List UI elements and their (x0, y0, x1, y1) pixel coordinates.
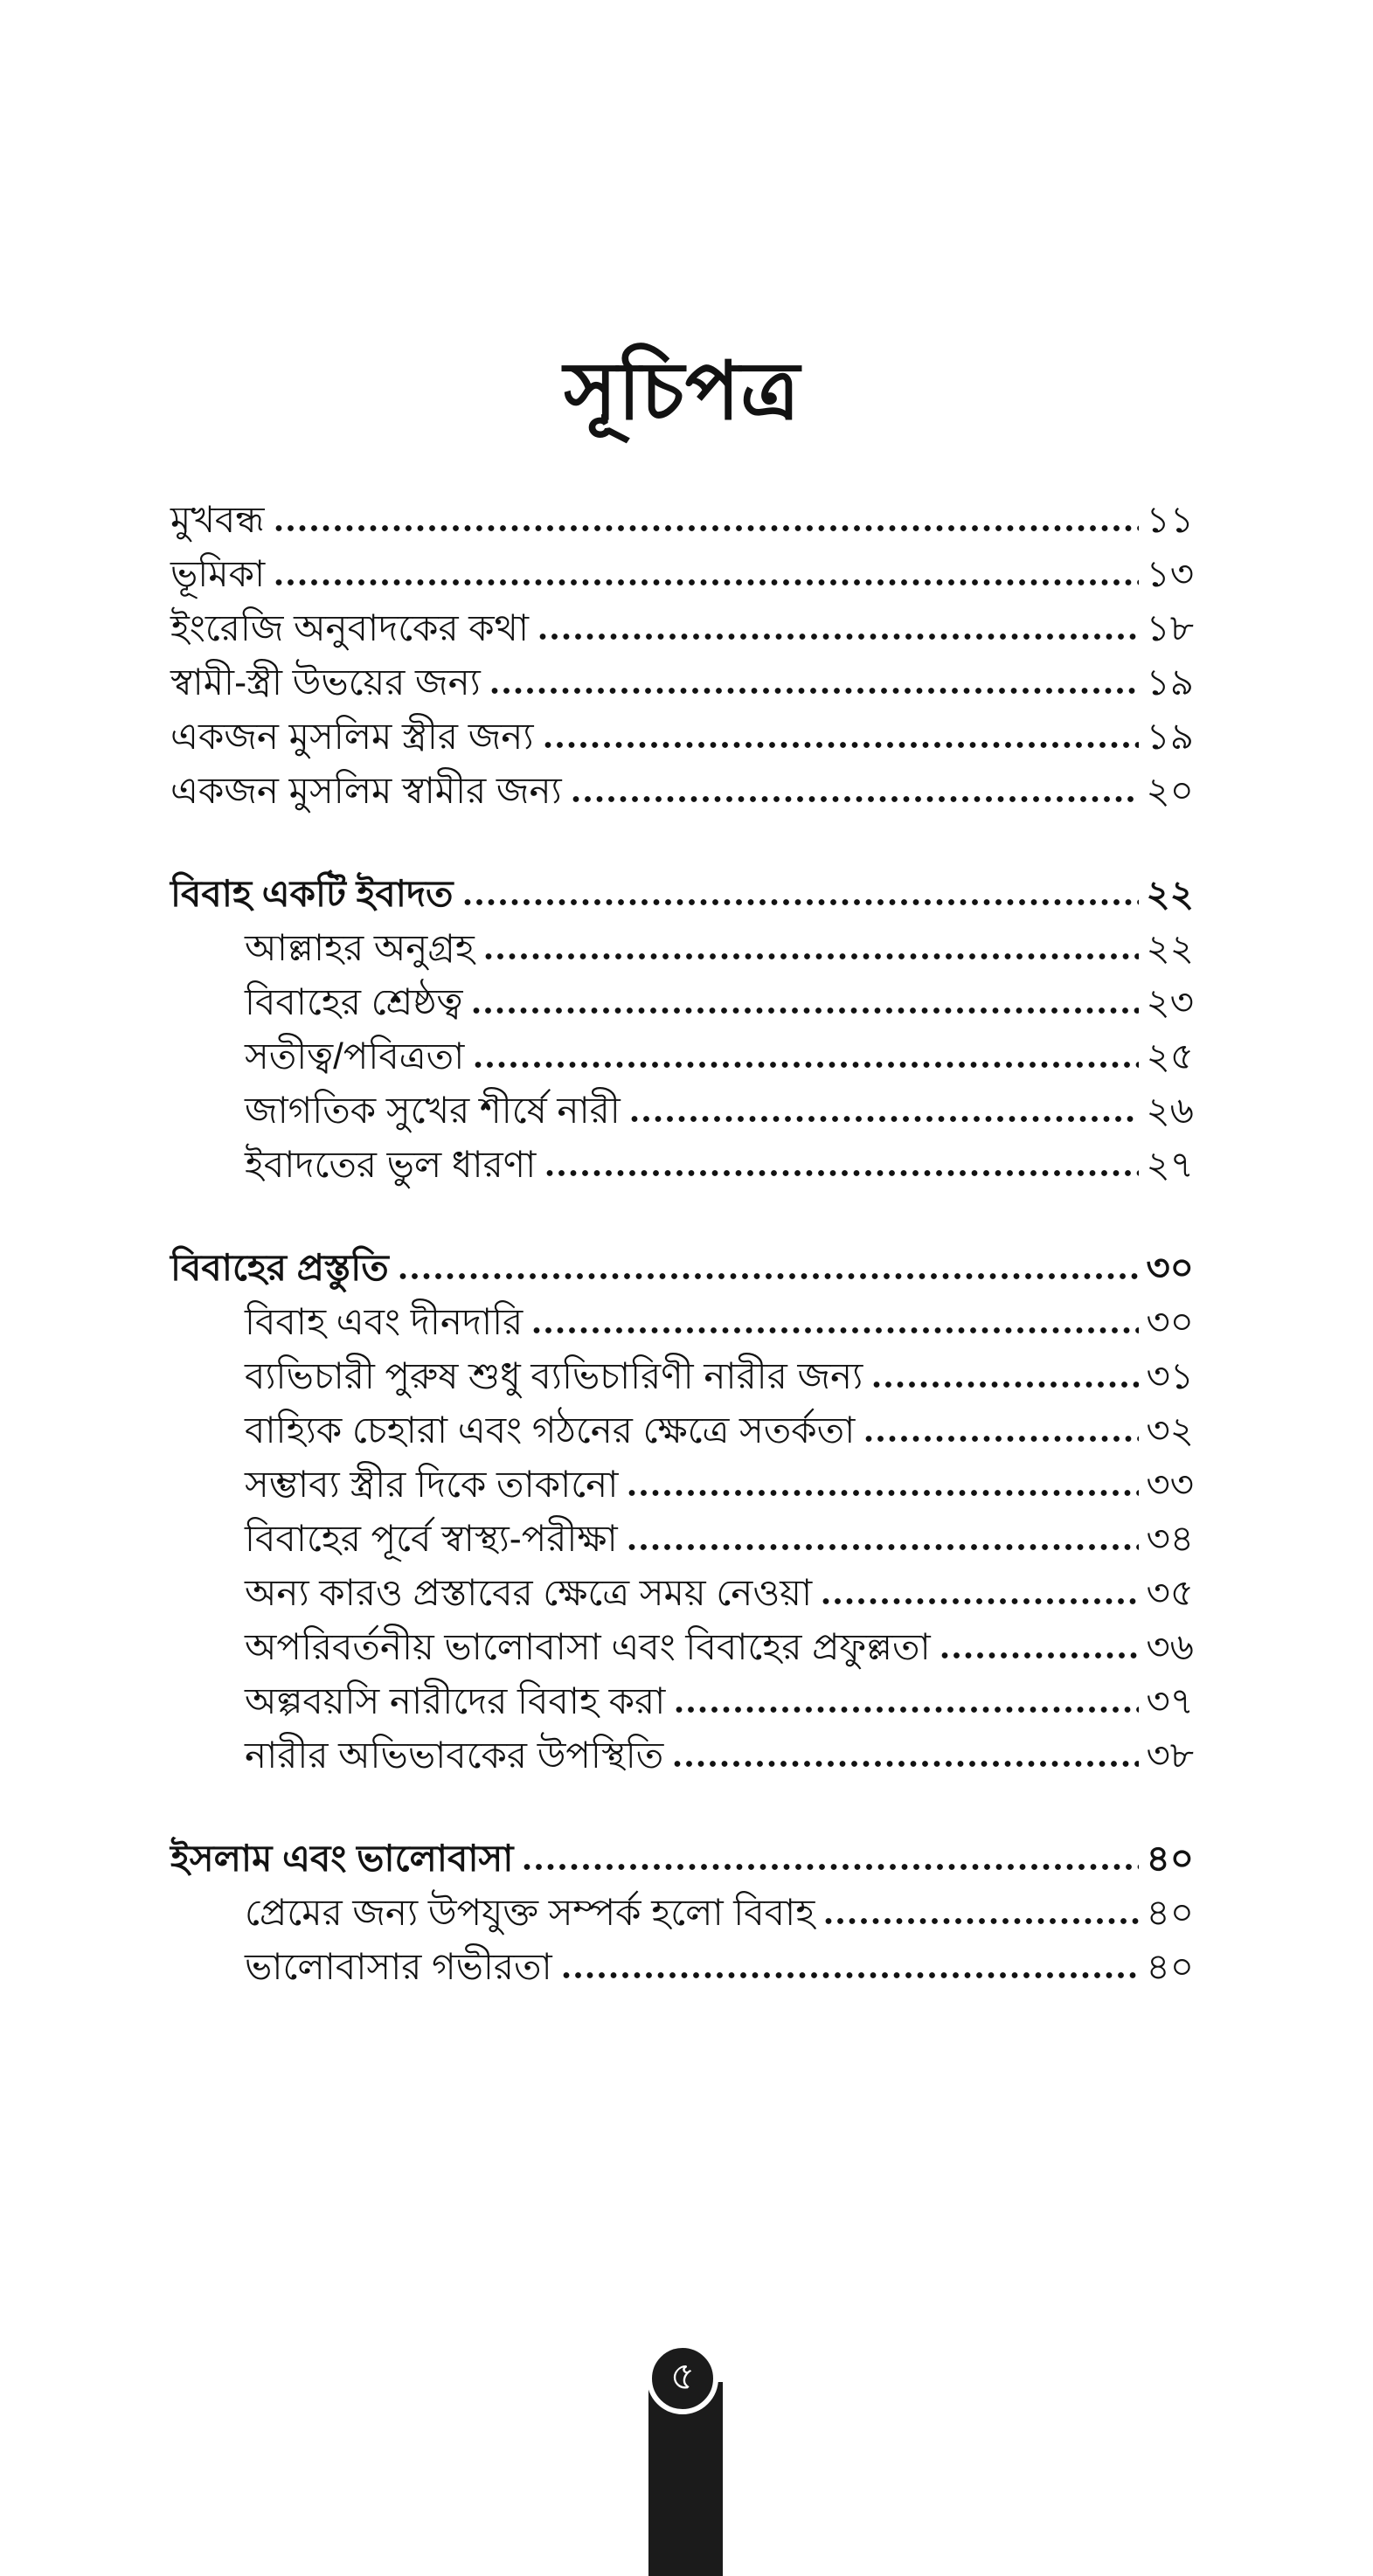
dotted-leader (473, 1007, 1139, 1014)
toc-entry-label: প্রেমের জন্য উপযুক্ত সম্পর্ক হলো বিবাহ (245, 1892, 815, 1933)
dotted-leader (539, 633, 1139, 641)
toc-entry-page-number: ১১ (1146, 499, 1194, 540)
dotted-leader (572, 795, 1140, 803)
toc-entry-label: ইংরেজি অনুবাদকের কথা (170, 607, 530, 648)
toc-entry (170, 601, 1194, 655)
toc-entry-page-number: ২৩ (1146, 981, 1194, 1022)
toc-entry-page-number: ৩৫ (1146, 1572, 1194, 1613)
toc-entry-page-number: ২৫ (1146, 1035, 1194, 1077)
toc-entry-label: সতীত্ব/পবিত্রতা (245, 1035, 465, 1077)
toc-entry-page-number: ৩৮ (1146, 1735, 1194, 1776)
dotted-leader (873, 1381, 1139, 1388)
toc-section (170, 1241, 1194, 1783)
toc-entry (170, 710, 1194, 764)
toc-entry-label: জাগতিক সুখের শীর্ষে নারী (245, 1090, 621, 1131)
toc-entry-label: বিবাহের প্রস্তুতি (170, 1247, 389, 1288)
page-number-badge (647, 2343, 718, 2414)
toc-entry-page-number: ৩০ (1146, 1247, 1194, 1288)
toc-entry-label: অল্পবয়সি নারীদের বিবাহ করা (245, 1680, 666, 1721)
dotted-leader (485, 952, 1140, 960)
toc-entry (170, 1886, 1194, 1940)
dotted-leader (475, 1061, 1139, 1069)
toc-entry (170, 1832, 1194, 1886)
toc-entry-page-number: ২৬ (1146, 1090, 1194, 1131)
toc-entry-page-number: ৩৪ (1146, 1518, 1194, 1559)
dotted-leader (825, 1917, 1139, 1925)
toc-entry (170, 1138, 1194, 1192)
toc-entry-label: মুখবন্ধ (170, 499, 265, 540)
toc-entry (170, 1029, 1194, 1084)
toc-entry (170, 921, 1194, 975)
dotted-leader (275, 524, 1140, 532)
toc-entry (170, 764, 1194, 818)
toc-entry-label: একজন মুসলিম স্বামীর জন্য (170, 770, 562, 811)
toc-entry-label: স্বামী-স্ত্রী উভয়ের জন্য (170, 661, 481, 703)
dotted-leader (676, 1706, 1139, 1714)
dotted-leader (399, 1272, 1140, 1280)
dotted-leader (275, 578, 1139, 586)
page-title: সূচিপত্র (564, 347, 801, 436)
toc-list (170, 493, 1194, 1994)
page-number: ৫ (669, 2354, 696, 2398)
toc-entry-page-number: ৩২ (1146, 1409, 1194, 1451)
toc-entry-label: ভূমিকা (170, 553, 266, 594)
toc-entry-label: সম্ভাব্য স্ত্রীর দিকে তাকানো (245, 1464, 619, 1505)
toc-entry-label: নারীর অভিভাবকের উপস্থিতি (245, 1735, 664, 1776)
toc-entry-label: ব্যভিচারী পুরুষ শুধু ব্যভিচারিণী নারীর জন্য (245, 1355, 863, 1396)
toc-entry-page-number: ৩০ (1146, 1301, 1194, 1342)
toc-entry-page-number: ২২ (1146, 873, 1194, 914)
toc-entry-page-number: ৪০ (1146, 1946, 1194, 1987)
dotted-leader (546, 1169, 1139, 1177)
toc-entry-page-number: ৩৭ (1146, 1680, 1194, 1721)
toc-entry-label: আল্লাহর অনুগ্রহ (245, 927, 475, 968)
toc-entry (170, 1295, 1194, 1349)
toc-entry (170, 655, 1194, 710)
toc-entry (170, 547, 1194, 601)
toc-entry (170, 1458, 1194, 1512)
toc-entry-page-number: ৩১ (1146, 1355, 1194, 1396)
toc-entry-page-number: ১৯ (1146, 716, 1194, 757)
toc-entry-label: বিবাহ একটি ইবাদত (170, 873, 454, 914)
toc-entry (170, 867, 1194, 921)
toc-entry (170, 493, 1194, 547)
toc-entry (170, 1728, 1194, 1783)
toc-section (170, 867, 1194, 1192)
toc-entry (170, 975, 1194, 1029)
toc-entry (170, 1620, 1194, 1674)
toc-entry (170, 1512, 1194, 1566)
toc-entry (170, 1241, 1194, 1295)
toc-entry-label: বিবাহের শ্রেষ্ঠত্ব (245, 981, 463, 1022)
toc-entry (170, 1349, 1194, 1403)
toc-entry-page-number: ১৮ (1146, 607, 1194, 648)
dotted-leader (822, 1597, 1139, 1605)
toc-entry-page-number: ৪০ (1146, 1838, 1194, 1879)
dotted-leader (533, 1326, 1139, 1334)
toc-entry (170, 1403, 1194, 1458)
toc-entry (170, 1674, 1194, 1728)
toc-entry-label: ইবাদতের ভুল ধারণা (245, 1144, 537, 1185)
dotted-leader (544, 741, 1140, 749)
toc-entry-label: একজন মুসলিম স্ত্রীর জন্য (170, 716, 534, 757)
toc-entry-label: বাহ্যিক চেহারা এবং গঠনের ক্ষেত্রে সতর্কতা (245, 1409, 856, 1451)
toc-entry-page-number: ১৯ (1146, 661, 1194, 703)
toc-entry-page-number: ১৩ (1146, 553, 1194, 594)
dotted-leader (491, 687, 1140, 695)
toc-entry (170, 1084, 1194, 1138)
dotted-leader (628, 1543, 1140, 1551)
toc-section (170, 1832, 1194, 1994)
dotted-leader (524, 1863, 1139, 1871)
toc-entry-label: ইসলাম এবং ভালোবাসা (170, 1838, 514, 1879)
toc-entry-page-number: ৩৩ (1146, 1464, 1194, 1505)
toc-entry-page-number: ৪০ (1146, 1892, 1194, 1933)
toc-entry-label: অপরিবর্তনীয় ভালোবাসা এবং বিবাহের প্রফুল্লতা (245, 1626, 931, 1667)
dotted-leader (464, 898, 1140, 906)
toc-entry-page-number: ৩৬ (1146, 1626, 1194, 1667)
toc-entry-page-number: ২২ (1146, 927, 1194, 968)
toc-entry-page-number: ২৭ (1146, 1144, 1194, 1185)
toc-entry-label: ভালোবাসার গভীরতা (245, 1946, 552, 1987)
dotted-leader (941, 1652, 1140, 1659)
toc-entry (170, 1940, 1194, 1994)
toc-entry-label: বিবাহ এবং দীনদারি (245, 1301, 524, 1342)
toc-section (170, 493, 1194, 818)
dotted-leader (628, 1489, 1139, 1497)
toc-entry-page-number: ২০ (1146, 770, 1194, 811)
dotted-leader (865, 1435, 1139, 1443)
toc-entry-label: অন্য কারও প্রস্তাবের ক্ষেত্রে সময় নেওয়া (245, 1572, 813, 1613)
dotted-leader (674, 1760, 1139, 1768)
dotted-leader (563, 1971, 1140, 1979)
book-page (0, 339, 1373, 2576)
toc-entry-label: বিবাহের পূর্বে স্বাস্থ্য-পরীক্ষা (245, 1518, 618, 1559)
dotted-leader (631, 1115, 1140, 1123)
toc-entry (170, 1566, 1194, 1620)
